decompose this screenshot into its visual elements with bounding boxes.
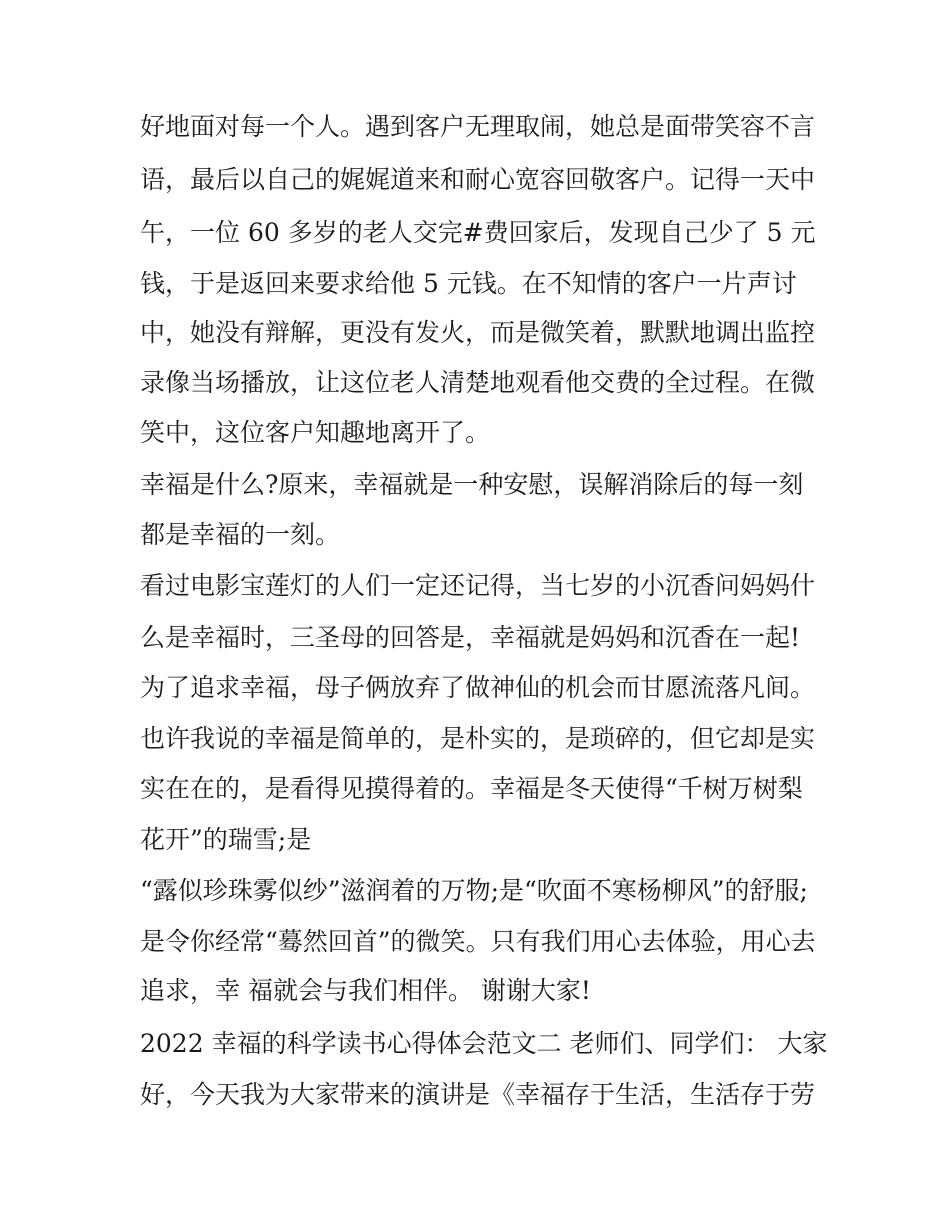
text-line: 追求，幸 福就会与我们相伴。 谢谢大家! bbox=[140, 976, 591, 1005]
text-line: 好地面对每一个人。遇到客户无理取闹，她总是面带笑容不言 bbox=[140, 112, 816, 141]
text-line: 为了追求幸福，母子俩放弃了做神仙的机会而甘愿流落凡间。 bbox=[140, 673, 816, 702]
text-line: 午，一位 60 多岁的老人交完#费回家后，发现自己少了 5 元 bbox=[140, 218, 816, 247]
text-line: 2022 幸福的科学读书心得体会范文二 老师们、同学们： 大家 bbox=[140, 1029, 828, 1058]
text-line: “露似珍珠雾似纱”滋润着的万物;是“吹面不寒杨柳风”的舒服; bbox=[140, 876, 808, 905]
text-line: 也许我说的幸福是简单的，是朴实的，是琐碎的，但它却是实 bbox=[140, 724, 816, 753]
text-line: 花开”的瑞雪;是 bbox=[140, 825, 312, 854]
text-line: 是令你经常“蓦然回首”的微笑。只有我们用心去体验，用心去 bbox=[140, 927, 816, 956]
text-line: 好，今天我为大家带来的演讲是《幸福存于生活，生活存于劳 bbox=[140, 1080, 816, 1109]
text-line: 看过电影宝莲灯的人们一定还记得，当七岁的小沉香问妈妈什 bbox=[140, 571, 816, 600]
text-line: 钱，于是返回来要求给他 5 元钱。在不知情的客户一片声讨 bbox=[140, 269, 797, 298]
text-line: 语，最后以自己的娓娓道来和耐心宽容回敬客户。记得一天中 bbox=[140, 165, 816, 194]
text-line: 中，她没有辩解，更没有发火，而是微笑着，默默地调出监控 bbox=[140, 318, 816, 347]
text-line: 笑中，这位客户知趣地离开了。 bbox=[140, 418, 491, 447]
text-line: 幸福是什么?原来，幸福就是一种安慰，误解消除后的每一刻 bbox=[140, 470, 804, 499]
text-line: 么是幸福时，三圣母的回答是，幸福就是妈妈和沉香在一起! bbox=[140, 623, 801, 652]
text-line: 都是幸福的一刻。 bbox=[140, 520, 341, 549]
text-line: 实在在的，是看得见摸得着的。幸福是冬天使得“千树万树梨 bbox=[140, 774, 803, 803]
text-line: 录像当场播放，让这位老人清楚地观看他交费的全过程。在微 bbox=[140, 368, 816, 397]
